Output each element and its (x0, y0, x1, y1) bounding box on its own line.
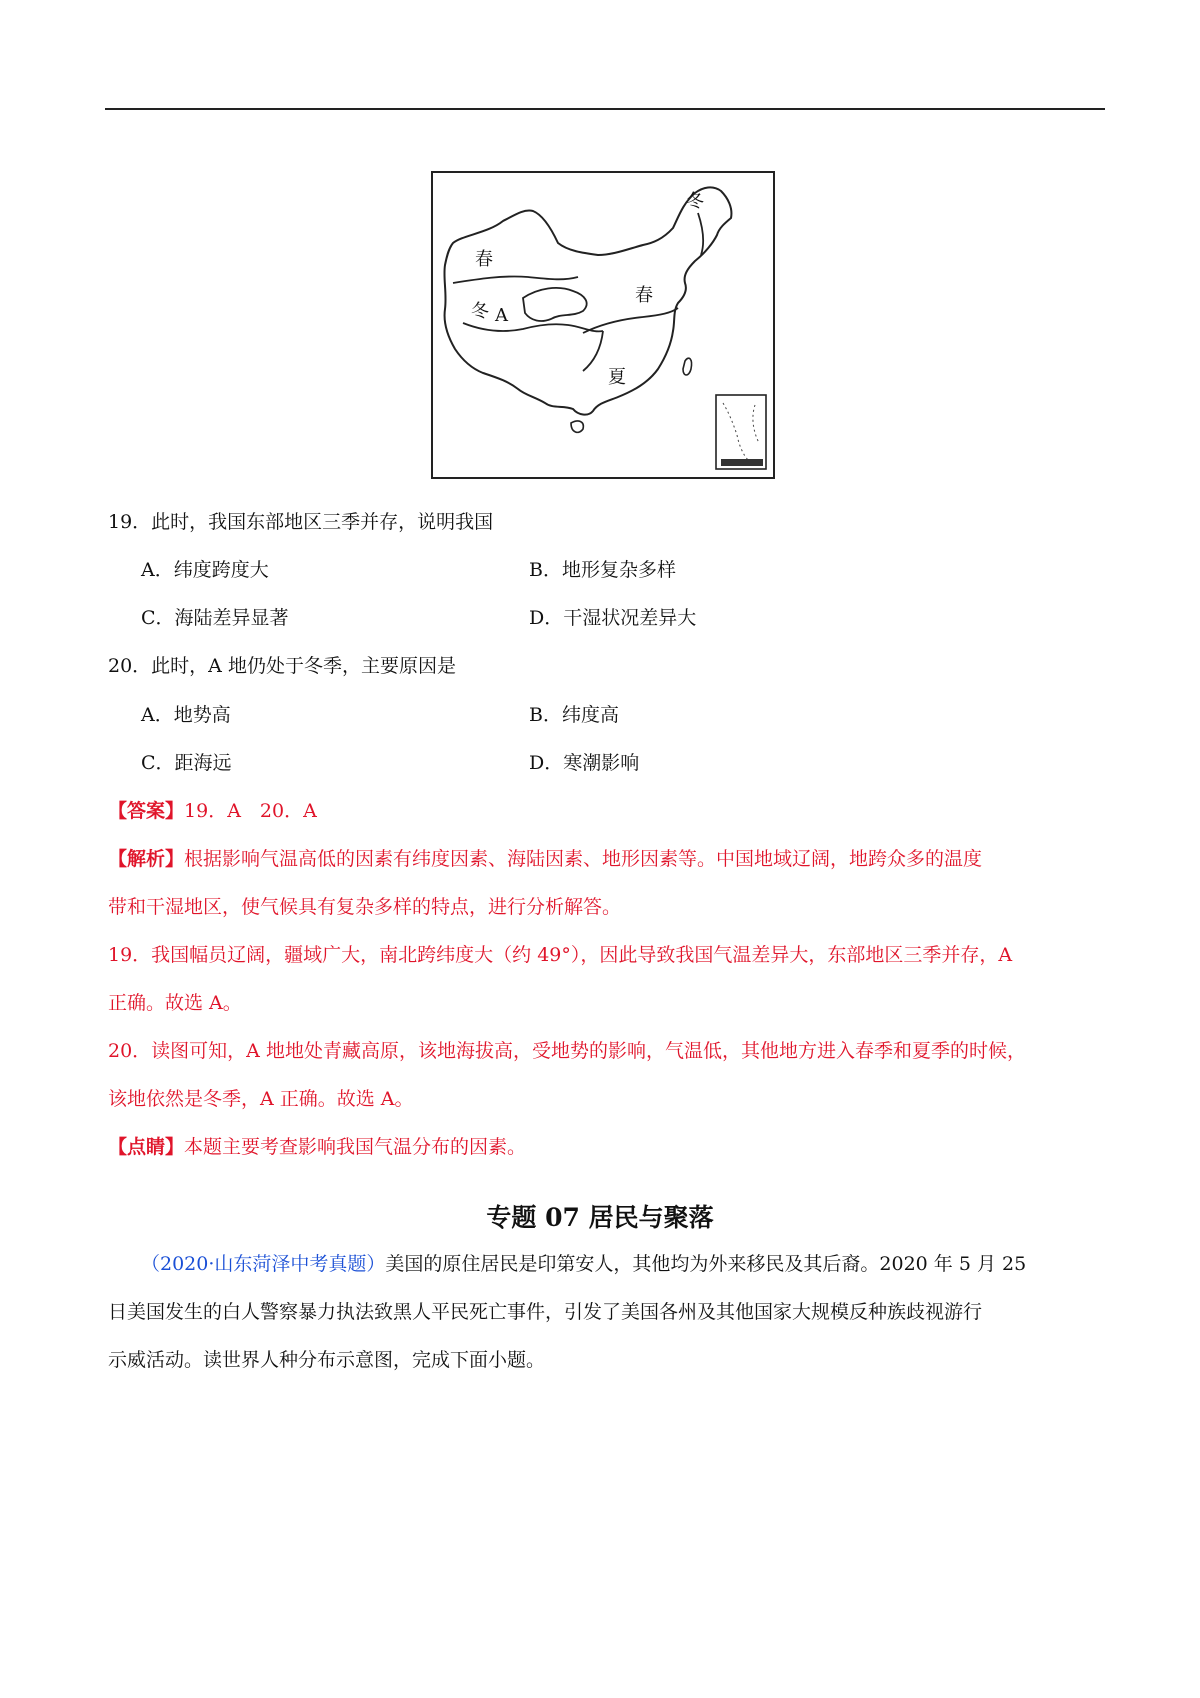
comment-tag: 【点睛】 (108, 1136, 185, 1158)
label-winter-tibet: 冬 (471, 301, 489, 322)
label-summer-south: 夏 (608, 367, 626, 388)
intro-line-2: 日美国发生的白人警察暴力执法致黑人平民死亡事件，引发了美国各州及其他国家大规模反种族歧视游行 (108, 1301, 983, 1323)
intro-line-3: 示威活动。读世界人种分布示意图，完成下面小题。 (108, 1349, 546, 1371)
question-20-option-c: C．距海远 (141, 752, 232, 774)
question-20-option-a: A．地势高 (141, 704, 231, 726)
analysis-text-1: 根据影响气温高低的因素有纬度因素、海陆因素、地形因素等。中国地域辽阔，地跨众多的温度 (184, 848, 983, 870)
analysis-20-line-1: 20．读图可知，A 地地处青藏高原，该地海拔高，受地势的影响，气温低，其他地方进入春季和夏季的时候， (108, 1040, 1026, 1062)
label-spring-north: 春 (635, 285, 653, 306)
question-19-option-d: D．干湿状况差异大 (529, 607, 697, 629)
answer-line (108, 802, 317, 821)
question-19-stem: 19．此时，我国东部地区三季并存，说明我国 (108, 511, 494, 533)
analysis-tag: 【解析】 (108, 848, 185, 870)
question-19-option-b: B．地形复杂多样 (529, 559, 676, 581)
china-season-map (431, 171, 775, 479)
question-20-option-b: B．纬度高 (529, 704, 619, 726)
comment-line (108, 1138, 526, 1157)
intro-line-1 (141, 1255, 1026, 1274)
analysis-line-2: 带和干湿地区，使气候具有复杂多样的特点，进行分析解答。 (108, 896, 622, 918)
question-20-option-d: D．寒潮影响 (529, 752, 640, 774)
comment-text: 本题主要考查影响我国气温分布的因素。 (184, 1136, 527, 1158)
label-winter-northeast: 冬 (686, 191, 704, 212)
section-title: 专题 07 居民与聚落 (486, 1203, 714, 1232)
question-19-option-a: A．纬度跨度大 (141, 559, 269, 581)
label-point-a: A (495, 305, 508, 326)
analysis-line-1 (108, 850, 982, 869)
question-19-option-c: C．海陆差异显著 (141, 607, 289, 629)
header-rule (105, 108, 1105, 110)
china-outline-graphic (433, 173, 773, 477)
analysis-19-line-1: 19．我国幅员辽阔，疆域广大，南北跨纬度大（约 49°），因此导致我国气温差异大，东部地区三季并存，A (108, 944, 1013, 966)
intro-source: （2020·山东菏泽中考真题） (141, 1253, 386, 1275)
label-spring-xinjiang: 春 (475, 249, 493, 270)
question-20-stem: 20．此时，A 地仍处于冬季，主要原因是 (108, 655, 456, 677)
analysis-20-line-2: 该地依然是冬季，A 正确。故选 A。 (108, 1088, 414, 1110)
intro-text-1: 美国的原住居民是印第安人，其他均为外来移民及其后裔。2020 年 5 月 25 (385, 1253, 1027, 1275)
answer-text: 19．A 20．A (184, 800, 317, 822)
analysis-19-line-2: 正确。故选 A。 (108, 992, 242, 1014)
answer-tag: 【答案】 (108, 800, 185, 822)
